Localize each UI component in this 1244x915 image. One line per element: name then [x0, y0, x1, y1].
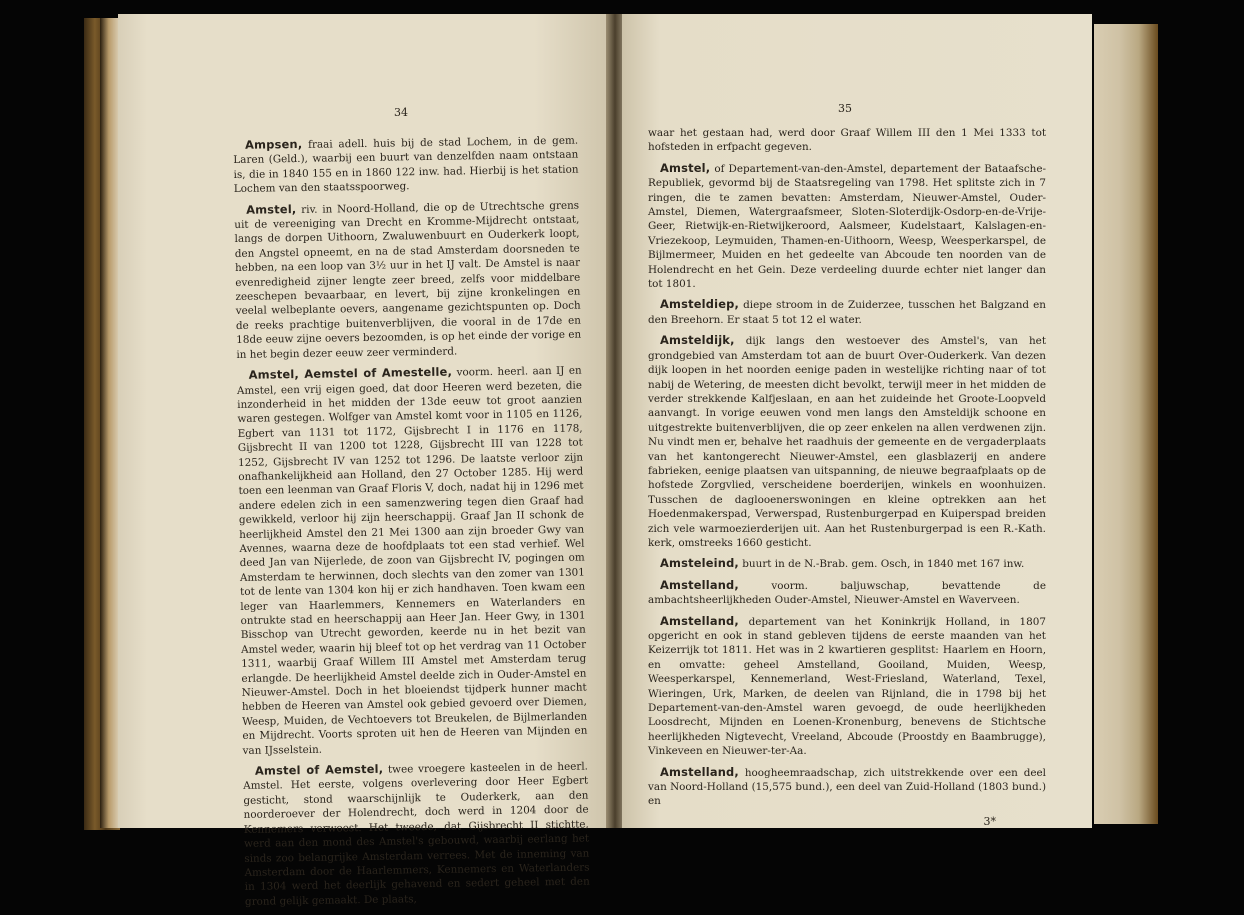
- entry-headword: Ampsen,: [244, 136, 303, 152]
- entry-text: voorm. heerl. aan IJ en Amstel, een vrij eigen goed, dat door Heeren werd bezeten, die inzonderheid in het midden der 13de eeuw tot groot aanzien waren gestegen. Wolfger van Amstel komt voor in 1105 en 1126, Egbert van 1131 tot 1172, Gijsbrecht I in 1176 en 1178, Gijsbrecht II van 1200 tot 1228, Gijsbrecht III van 1228 tot 1252, Gijsbrecht IV van 1252 tot 1296. De laatste verloor zijn onafhankelijkheid aan Holland, den 27 October 1285. Hij werd toen een leenman van Graaf Floris V, doch, nadat hij in 1296 met andere edelen zich in een samenzwering tegen dien Graaf had gewikkeld, verloor hij zijn heerschappij. Graaf Jan II schonk de heerlijkheid Amstel den 21 Mei 1300 aan zijn broeder Gwy van Avennes, waarna deze de hoofdplaats tot een stad verhief. Wel deed Jan van Nijerlede, de zoon van Gijsbrecht IV, pogingen om Amsterdam te herwinnen, doch slechts van den zomer van 1301 tot de lente van 1304 kon hij er zich handhaven. Toen kwam een leger van Haarlemmers, Kennemers en Waterlanders en ontrukte stad en heerschappij aan Heer Jan. Heer Gwy, in 1301 Bisschop van Utrecht geworden, keerde nu in het bezit van Amstel weder, waarin hij bleef tot op het verdrag van 11 October 1311, waarbij Graaf Willem III Amstel met Amsterdam terug erlangde. De heerlijkheid Amstel deelde zich in Ouder-Amstel en Nieuwer-Amstel. Doch in het bloeiendst tijdperk hunner macht hebben de Heeren van Amstel ook gebied gevoerd over Diemen, Weesp, Muiden, de Vechtoevers tot Breukelen, de Bijlmerlanden en Mijdrecht. Voorts sproten uit hen de Heeren van Mijnden en van IJsselstein.: [236, 364, 588, 757]
- entry-text: twee vroegere kasteelen in de heerl. Amstel. Het eerste, volgens overlevering door Heer Egbert gesticht, stond waarschijnlijk te Ouderkerk, aan den noorderoever der Holendrecht, doch werd in 1204 door de Kennemers verwoest. Het tweede, dat Gijsbrecht II stichtte, werd aan den mond des Amstel's gebouwd, waarbij eerlang het sinds zoo belangrijke Amsterdam verrees. Met de inneming van Amsterdam door de Haarlemmers, Kennemers en Waterlanders in 1304 werd het deerlijk gehavend en sedert geheel met den grond gelijk gemaakt. De plaats,: [243, 760, 590, 908]
- continuation-text: waar het gestaan had, werd door Graaf Willem III den 1 Mei 1333 tot hofsteden in erfpacht gegeven.: [648, 127, 1046, 154]
- entry-headword: Amstel, Aemstel of Amestelle,: [248, 364, 453, 382]
- entry-text: riv. in Noord-Holland, die op de Utrechtsche grens uit de vereeniging van Drecht en Kromme-Mijdrecht ontstaat, langs de dorpen Uithoorn, Zwaluwenbuurt en Ouderkerk loopt, den Angstel opneemt, en na de stad Amsterdam doorsneden te hebben, na een loop van 3½ uur in het IJ valt. De Amstel is naar evenredigheid zijner lengte zeer breed, zelfs voor middelbare zeeschepen bevaarbaar, en levert, bij zijne kronkelingen en veelal welbeplante oevers, aangename gezichtspunten op. Doch de reeks prachtige buitenverblijven, die vooral in de 17de en 18de eeuw zijne oevers bezoomden, is op het einde der vorige en in het begin dezer eeuw zeer verminderd.: [234, 199, 582, 361]
- page-number: 35: [838, 102, 852, 115]
- left-page: [118, 14, 608, 908]
- dictionary-entry: [648, 578, 1046, 608]
- entry-headword: Amsteleind,: [660, 556, 739, 571]
- right-page: [622, 14, 1092, 828]
- entry-text: hoogheemraadschap, zich uitstrekkende over een deel van Noord-Holland (15,575 bund.), een deel van Zuid-Holland (1803 bund.) en: [648, 766, 1046, 808]
- entry-headword: Amstelland,: [660, 613, 739, 628]
- right-page-stack: [1094, 24, 1158, 824]
- dictionary-entry: [648, 765, 1046, 809]
- dictionary-entry: [233, 133, 579, 197]
- page-number: 34: [394, 106, 408, 119]
- entry-text: fraai adell. huis bij de stad Lochem, in de gem. Laren (Geld.), waarbij een buurt van denzelfden naam ontstaan is, die in 1840 155 en in 1860 122 inw. had. Hierbij is het station Lochem van den staatsspoorweg.: [233, 134, 579, 196]
- dictionary-entry: [234, 197, 581, 362]
- entry-text: diepe stroom in de Zuiderzee, tusschen het Balgzand en den Breehorn. Er staat 5 tot 12 el water.: [648, 299, 1046, 326]
- dictionary-entry: [237, 363, 588, 758]
- dictionary-entry: [648, 556, 1046, 571]
- dictionary-entry: [648, 614, 1046, 759]
- left-page-text: [233, 133, 590, 915]
- dictionary-entry: [243, 759, 590, 909]
- entry-headword: Amstel,: [660, 160, 711, 175]
- entry-text: departement van het Koninkrijk Holland, in 1807 opgericht en ook in stand gebleven tijdens de eerste maanden van het Keizerrijk tot 1811. Het was in 2 kwartieren gesplitst: Haarlem en Hoorn, en omvatte: geheel Amstelland, Gooiland, Muiden, Weesp, Weesperkarspel, Kennemerland, West-Friesland, Waterland, Texel, Wieringen, Urk, Marken, de deelen van Rijnland, die in 1798 bij het Departement-van-den-Amstel waren gevoegd, de oude heerlijkheden Loosdrecht, Mijnden en Loenen-Kronenburg, benevens de Stichtsche heerlijkheden Nigtevecht, Vreeland, Abcoude (Proostdy en Baambrugge), Vinkeveen en Nieuwer-ter-Aa.: [648, 615, 1046, 758]
- entry-text: dijk langs den westoever des Amstel's, van het grondgebied van Amsterdam tot aan de buurt Over-Ouderkerk. Van dezen dijk loopen in het noorden eenige paden in westelijke richting naar of tot nabij de Wetering, de meesten dicht bevolkt, terwijl meer in het midden de verder strekkende Kalfjeslaan, en aan het zuideinde het Groote-Loopveld aanvangt. In vorige eeuwen vond men langs den Amsteldijk schoone en uitgestrekte buitenverblijven, die op zeer enkelen na allen verdwenen zijn. Nu vindt men er, behalve het raadhuis der gemeente en de vergaderplaats van het kantongerecht Nieuwer-Amstel, een glasblazerij en andere fabrieken, eenige plaatsen van uitspanning, de nieuwe begraafplaats op de hofstede Zorgvlied, verscheidene boerderijen, winkels en woonhuizen. Tusschen de daglooenerswoningen en kleine optrekken aan het Hoedenmakerspad, Verwerspad, Rustenburgerpad en Kuiperspad breiden zich vele warmoezierderijen uit. Aan het Rustenburgerpad is een R.-Kath. kerk, omstreeks 1660 gesticht.: [648, 335, 1046, 549]
- dictionary-entry: [648, 297, 1046, 327]
- entry-headword: Amsteldijk,: [660, 333, 735, 348]
- entry-headword: Amsteldiep,: [660, 297, 740, 312]
- entry-text: of Departement-van-den-Amstel, departement der Bataafsche-Republiek, gevormd bij de Staatsregeling van 1798. Het splitste zich in 7 ringen, die te zamen bevatten: Amsterdam, Nieuwer-Amstel, Ouder-Amstel, Diemen, Watergraafsmeer, Sloten-Sloterdijk-Osdorp-en-de-Vrije-Geer, Rietwijk-en-Rietwijkeroord, Aalsmeer, Kudelstaart, Kalslagen-en-Vriezekoop, Leymuiden, Thamen-en-Uithoorn, Weesp, Weesperkarspel, de Bijlmermeer, Muiden en het gedeelte van Abcoude ten noorden van de Holendrecht en het Gein. Deze verdeeling duurde echter niet langer dan tot 1801.: [648, 162, 1046, 291]
- entry-headword: Amstelland,: [660, 764, 739, 779]
- entry-headword: Amstelland,: [660, 577, 739, 592]
- entry-headword: Amstel of Aemstel,: [254, 761, 384, 778]
- dictionary-entry: [648, 333, 1046, 550]
- entry-text: voorm. baljuwschap, bevattende de ambachtsheerlijkheden Ouder-Amstel, Nieuwer-Amstel en Waverveen.: [648, 579, 1046, 607]
- dictionary-entry: [648, 161, 1046, 292]
- entry-headword: Amstel,: [246, 201, 297, 217]
- entry-text: buurt in de N.-Brab. gem. Osch, in 1840 met 167 inw.: [742, 558, 1025, 571]
- right-page-text: [648, 126, 1046, 829]
- printer-signature-mark: 3*: [983, 814, 996, 828]
